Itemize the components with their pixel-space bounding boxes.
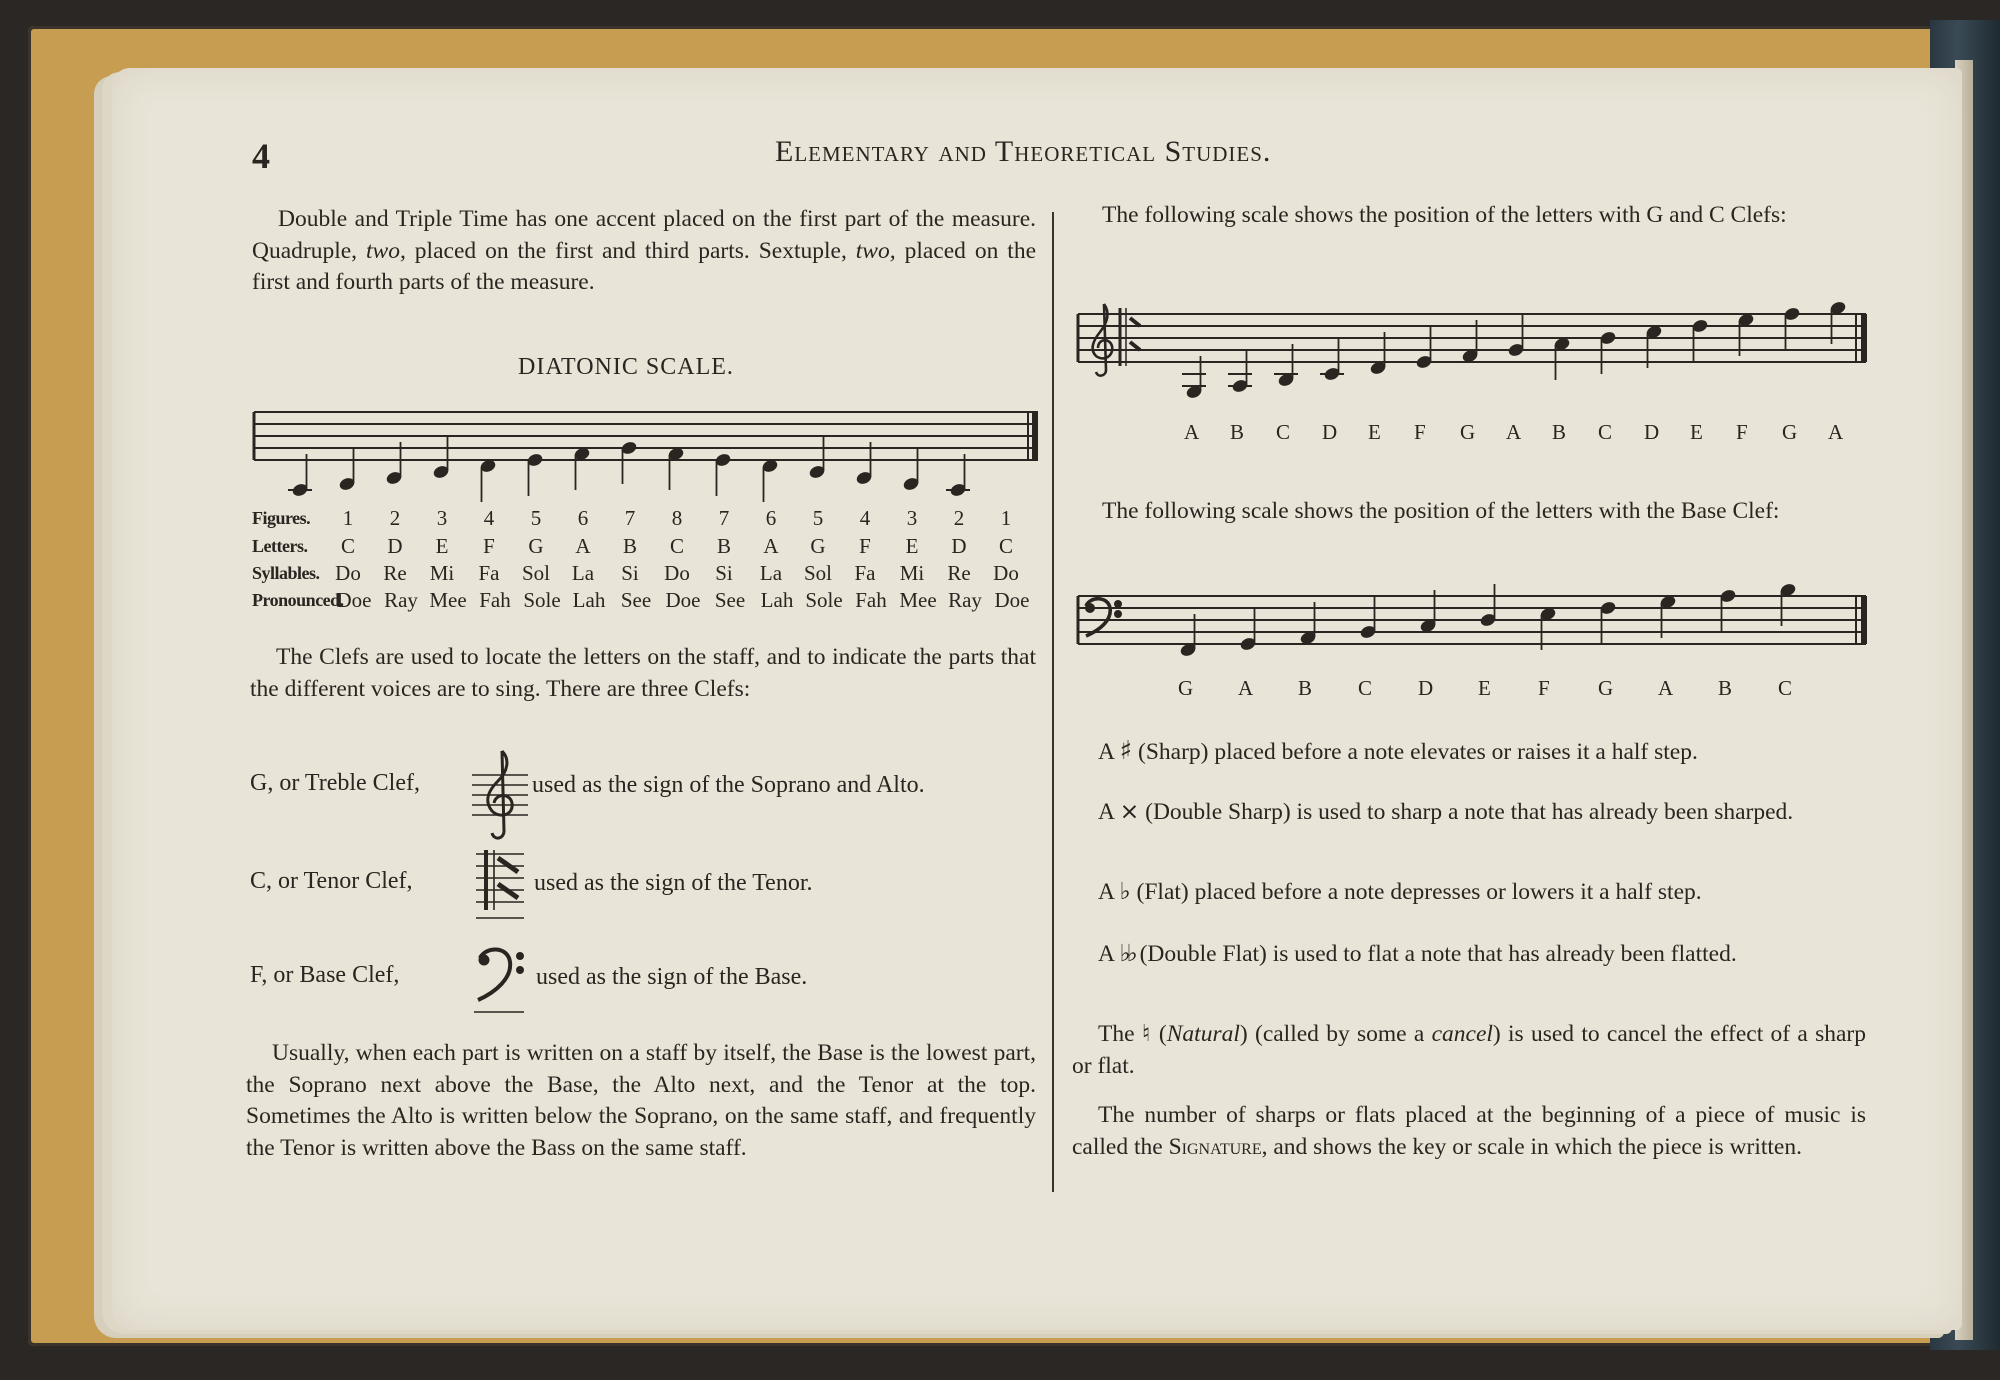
syllables-row-cell: Re	[947, 561, 971, 585]
signature-paragraph	[1072, 1100, 1866, 1163]
scale-note	[902, 448, 920, 492]
figures-row-cell: 3	[906, 506, 918, 530]
pronounced-row-cell: See	[714, 588, 746, 612]
sharp-icon: ♯	[1119, 736, 1133, 766]
syllables-row-cell: Si	[715, 561, 733, 585]
pronounced-row-cell: Fah	[479, 588, 511, 612]
base-clef-staff	[1076, 568, 1872, 678]
base-letter: G	[1178, 676, 1194, 700]
letters-row-cell: A	[763, 534, 779, 558]
base-letter: C	[1778, 676, 1793, 700]
gc-letter: F	[1414, 420, 1426, 444]
text-run: The	[1098, 1021, 1142, 1047]
double-sharp-icon: ×	[1119, 797, 1140, 825]
double-flat-post: (Double Flat) is used to flat a note that has already been flatted.	[1133, 941, 1737, 967]
column-divider	[1052, 212, 1054, 1192]
base-scale-note	[1479, 584, 1497, 628]
sharp-paragraph	[1076, 736, 1866, 769]
letters-row-cell: E	[435, 534, 449, 558]
double-sharp-post: (Double Sharp) is used to sharp a note that has already been sharped.	[1139, 799, 1794, 825]
syllables-row-cell: Si	[621, 561, 639, 585]
syllables-row-label: Syllables.	[252, 563, 320, 583]
double-sharp-paragraph	[1072, 796, 1866, 829]
gc-letter: E	[1368, 420, 1381, 444]
text-run: Double and Triple Time has one accent placed on the first part of the measure. Quadruple,	[252, 206, 1036, 264]
diatonic-scale-title: DIATONIC SCALE.	[518, 354, 734, 380]
double-flat-pre: A	[1098, 941, 1120, 967]
syllables-row-cell: Sol	[803, 561, 832, 585]
figures-row-cell: 7	[718, 506, 730, 530]
base-clef-paragraph: The following scale shows the position of the letters with the Base Clef:	[1102, 498, 1780, 524]
base-letter: D	[1418, 676, 1434, 700]
letters-row-label: Letters.	[252, 536, 308, 556]
syllables-row-cell: Re	[383, 561, 407, 585]
italic-run: Natural	[1166, 1021, 1240, 1047]
scale-note	[338, 448, 356, 492]
figures-row-cell: 2	[389, 506, 401, 530]
sharp-pre: A	[1098, 739, 1120, 765]
figures-row-cell: 7	[624, 506, 636, 530]
figures-row-cell: 5	[530, 506, 542, 530]
base-letter: A	[1238, 676, 1254, 700]
syllables-row-cell: Fa	[478, 561, 500, 585]
base-letter: C	[1358, 676, 1373, 700]
natural-paragraph	[1072, 1018, 1866, 1082]
small-caps-run: Signature	[1168, 1133, 1262, 1160]
pronounced-row-cell: Sole	[805, 588, 843, 612]
scale-note	[479, 458, 497, 502]
gc-letter: G	[1460, 420, 1476, 444]
scale-note	[667, 446, 685, 490]
text-run: ) (called by some a	[1239, 1021, 1432, 1047]
usually-paragraph: Usually, when each part is written on a staff by itself, the Base is the lowest part, the Soprano next above the Base, the Alto next, and the Tenor at the top. Sometimes the Alto is written below the Soprano, on the same staff, and frequently the Tenor is written above the Bass on the same staff.	[246, 1040, 1036, 1161]
figures-row-cell: 8	[671, 506, 683, 530]
treble-clef-icon	[470, 745, 530, 845]
figures-row-cell: 4	[859, 506, 871, 530]
gc-letter: A	[1506, 420, 1522, 444]
gc-letter: B	[1552, 420, 1567, 444]
italic-run: two,	[366, 237, 406, 264]
pronounced-row-cell: Sole	[523, 588, 561, 612]
c-clef-icon	[474, 850, 526, 922]
pronounced-row-cell: Ray	[948, 588, 982, 612]
gc-letter: C	[1276, 420, 1291, 444]
italic-run: cancel	[1431, 1021, 1493, 1047]
intro-paragraph	[252, 204, 1036, 299]
figures-row-label: Figures.	[252, 508, 311, 528]
clef-name-treble: G, or Treble Clef,	[250, 770, 420, 796]
figures-row-cell: 2	[953, 506, 965, 530]
natural-icon: ♮	[1141, 1019, 1152, 1047]
g-c-clef-staff	[1076, 290, 1872, 420]
pronounced-row-cell: Lah	[760, 588, 794, 612]
scale-note	[526, 452, 544, 496]
gc-letter: G	[1782, 420, 1798, 444]
scale-note	[808, 436, 826, 480]
syllables-row-cell: Mi	[899, 561, 925, 585]
pronounced-row-cell: Fah	[855, 588, 887, 612]
letters-row-cell: E	[905, 534, 919, 558]
base-scale-note	[1719, 588, 1737, 632]
flat-icon: ♭	[1119, 877, 1131, 905]
gc-scale-note	[1228, 350, 1252, 394]
clefs-paragraph: The Clefs are used to locate the letters on the staff, and to indicate the parts that the different voices are to sing. There are three Clefs:	[250, 644, 1036, 702]
gc-scale-note	[1783, 306, 1801, 350]
figures-row-cell: 4	[483, 506, 495, 530]
clef-desc-treble: used as the sign of the Soprano and Alto.	[532, 772, 925, 798]
gc-scale-note	[1599, 330, 1617, 374]
gc-letter: A	[1828, 420, 1844, 444]
letters-row-cell: G	[810, 534, 826, 558]
gc-letter: E	[1690, 420, 1703, 444]
flat-pre: A	[1098, 879, 1120, 905]
flat-paragraph	[1076, 876, 1866, 909]
pronounced-row-cell: Lah	[572, 588, 606, 612]
flat-post: (Flat) placed before a note depresses or lowers it a half step.	[1130, 879, 1702, 905]
gc-scale-note	[1507, 314, 1525, 358]
pronounced-row-cell: See	[620, 588, 652, 612]
base-letter: E	[1478, 676, 1491, 700]
letters-row-cell: G	[528, 534, 544, 558]
base-scale-note	[1359, 596, 1377, 640]
gc-letter: F	[1736, 420, 1748, 444]
text-run: placed on the first and third parts. Sextuple,	[405, 237, 856, 264]
pronounced-row-cell: Ray	[384, 588, 418, 612]
letters-row-cell: C	[340, 534, 355, 558]
syllables-row-cell: Sol	[521, 561, 550, 585]
figures-row-cell: 1	[1000, 506, 1012, 530]
figures-row-cell: 5	[812, 506, 824, 530]
text-run: placed on the first and fourth parts of the measure.	[252, 237, 1037, 295]
letters-row-cell: B	[622, 534, 637, 558]
pronounced-row-cell: Mee	[899, 588, 937, 612]
diatonic-scale-staff	[252, 406, 1042, 506]
syllables-row-cell: Do	[993, 561, 1019, 585]
syllables-row-cell: Mi	[429, 561, 455, 585]
gc-letter: A	[1184, 420, 1200, 444]
clef-name-tenor: C, or Tenor Clef,	[250, 868, 413, 894]
base-letter: A	[1658, 676, 1674, 700]
pronounced-row-cell: Doe	[665, 588, 701, 612]
gc-scale-note	[1320, 338, 1344, 382]
double-sharp-pre: A	[1098, 799, 1120, 825]
pronounced-row-cell: Mee	[429, 588, 467, 612]
text-run: (	[1151, 1021, 1167, 1047]
scale-note	[761, 458, 779, 502]
letters-row-cell: F	[483, 534, 495, 558]
pronounced-row-cell: Doe	[994, 588, 1030, 612]
gc-letter: B	[1230, 420, 1245, 444]
syllables-row-cell: Do	[664, 561, 690, 585]
text-run: , and shows the key or scale in which the piece is written.	[1261, 1133, 1802, 1160]
gc-letter: D	[1322, 420, 1338, 444]
pronounced-row-label: Pronounced.	[252, 590, 344, 610]
base-letter: F	[1538, 676, 1550, 700]
scale-note	[620, 440, 638, 484]
clef-desc-base: used as the sign of the Base.	[536, 964, 808, 990]
scale-note	[573, 446, 591, 490]
letters-row-cell: A	[575, 534, 591, 558]
gc-letter: D	[1644, 420, 1660, 444]
clef-name-base: F, or Base Clef,	[250, 962, 400, 988]
pronounced-row-cell: Doe	[336, 588, 372, 612]
letters-row-cell: C	[998, 534, 1013, 558]
gc-clef-paragraph: The following scale shows the position of the letters with G and C Clefs:	[1102, 202, 1787, 228]
clef-desc-tenor: used as the sign of the Tenor.	[534, 870, 813, 896]
figures-row-cell: 6	[765, 506, 777, 530]
bass-clef-icon	[1086, 599, 1121, 636]
sharp-post: (Sharp) placed before a note elevates or raises it a half step.	[1132, 739, 1698, 765]
gc-letter: C	[1598, 420, 1613, 444]
page-number: 4	[252, 136, 270, 176]
scale-note	[432, 436, 450, 480]
letters-row-cell: C	[669, 534, 684, 558]
letters-row-cell: B	[716, 534, 731, 558]
letters-row-cell: D	[387, 534, 403, 558]
base-letter: B	[1718, 676, 1733, 700]
base-letter: G	[1598, 676, 1614, 700]
base-scale-note	[1599, 600, 1617, 644]
running-head-title: Elementary and Theoretical Studies.	[775, 135, 1272, 168]
double-flat-paragraph	[1072, 938, 1866, 971]
syllables-row-cell: La	[759, 561, 783, 585]
gc-scale-note	[1415, 326, 1433, 370]
figures-row-cell: 6	[577, 506, 589, 530]
bass-clef-icon	[472, 944, 528, 1016]
italic-run: two,	[855, 237, 896, 264]
gc-scale-note	[1553, 336, 1571, 380]
letters-row-cell: F	[859, 534, 871, 558]
staff-lines	[254, 412, 1038, 460]
letters-row-cell: D	[951, 534, 967, 558]
syllables-row-cell: Do	[335, 561, 361, 585]
base-scale-note	[1239, 608, 1257, 652]
base-letter: B	[1298, 676, 1313, 700]
syllables-row-cell: La	[571, 561, 595, 585]
figures-row-cell: 1	[342, 506, 354, 530]
figures-row-cell: 3	[436, 506, 448, 530]
syllables-row-cell: Fa	[854, 561, 876, 585]
text-run: The number of sharps or flats placed at the beginning of a piece of music is called the	[1072, 1102, 1866, 1160]
scale-note	[714, 452, 732, 496]
gc-scale-note	[1691, 318, 1709, 362]
text-run: ) is used to cancel the effect of a sharp or flat.	[1072, 1021, 1866, 1079]
double-flat-icon: ♭♭	[1119, 939, 1134, 967]
